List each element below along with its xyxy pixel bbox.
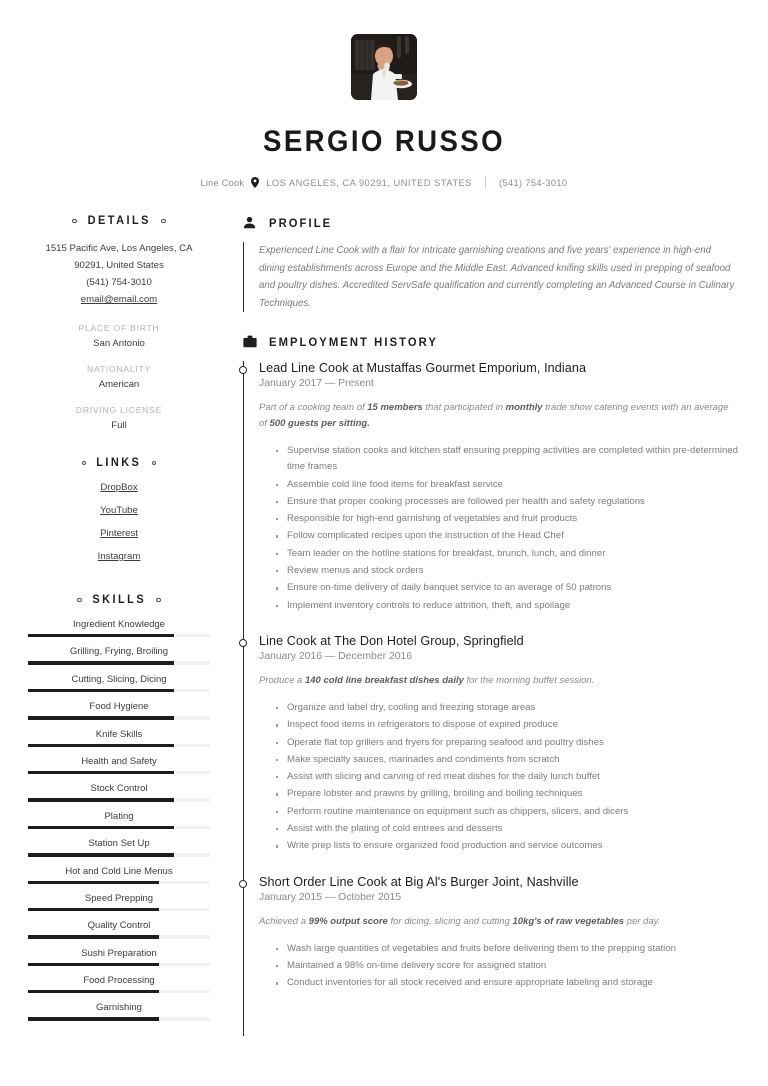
job-bullet: Review menus and stock orders — [276, 563, 738, 579]
job-bullet: Supervise station cooks and kitchen staff ensuring prepping activities are completed within pre-determined time frames — [276, 443, 738, 476]
job-summary: Part of a cooking team of 15 members that participated in monthly trade show catering events with an average of 500 guests per sitting. — [259, 402, 729, 429]
header-job-title: Line Cook — [200, 177, 245, 188]
job-bullet: Perform routine maintenance on equipment such as chippers, slicers, and dicers — [276, 804, 738, 820]
timeline-dot-icon — [239, 639, 247, 647]
main-content — [220, 215, 738, 1036]
job-title: Line Cook at The Don Hotel Group, Springfield — [259, 633, 524, 648]
link-item-instagram[interactable]: Instagram — [97, 551, 141, 562]
job-bullet: Assist with slicing and carving of red meat dishes for the daily lunch buffet — [276, 769, 738, 785]
person-icon — [242, 215, 257, 230]
job-bullet: Operate flat top grillers and fryers for preparing seafood and poultry dishes — [276, 735, 738, 751]
link-item-youtube[interactable]: YouTube — [100, 505, 138, 516]
skill-bar-fill — [28, 1017, 159, 1020]
skill-bar — [28, 1017, 210, 1020]
employment-heading-label: EMPLOYMENT HISTORY — [269, 334, 439, 349]
skill-bar — [28, 826, 210, 829]
skill-bar-fill — [28, 661, 174, 664]
skill-item — [28, 619, 210, 637]
skill-item — [28, 893, 210, 911]
employment-section-header — [242, 334, 738, 349]
circle-ornament-icon — [72, 219, 77, 224]
address-block — [28, 240, 210, 308]
skill-bar-fill — [28, 826, 174, 829]
job-title: Short Order Line Cook at Big Al's Burger Joint, Nashville — [259, 874, 579, 889]
job-bullet: Maintained a 98% on-time delivery score for assigned station — [276, 958, 738, 974]
avatar — [351, 34, 417, 100]
job-bullet-list — [259, 941, 738, 992]
circle-ornament-icon — [156, 598, 161, 603]
address-line-2: 90291, United States — [74, 260, 164, 271]
job-dates: January 2015 — October 2015 — [259, 891, 402, 903]
skill-item — [28, 920, 210, 938]
sidebar-phone: (541) 754-3010 — [86, 277, 152, 288]
skill-label: Garnishing — [96, 1002, 142, 1014]
field-label: DRIVING LICENSE — [75, 405, 163, 415]
job-bullet: Ensure that proper cooking processes are followed per health and safety regulations — [276, 494, 738, 510]
links-heading-label: LINKS — [96, 457, 142, 469]
job-bullet: Organize and label dry, cooling and freezing storage areas — [276, 700, 738, 716]
job-bullet: Ensure on-time delivery of daily banquet service to an average of 50 patrons — [276, 580, 738, 596]
skill-label: Sushi Preparation — [81, 947, 157, 959]
job-title: Lead Line Cook at Mustaffas Gourmet Emporium, Indiana — [259, 361, 587, 375]
skill-bar — [28, 881, 210, 884]
circle-ornament-icon — [161, 219, 166, 224]
spacer — [28, 574, 210, 594]
job-bullet: Assemble cold line food items for breakfast service — [276, 477, 738, 493]
skill-bar-fill — [28, 908, 159, 911]
job-dates: January 2016 — December 2016 — [259, 650, 413, 662]
profile-text: Experienced Line Cook with a flair for intricate garnishing creations and five years' experience in high-end dining establishments across Europe and the Middle East. Advanced knifing skills used in prepping of seafood and poultry dishes. Accredited ServSafe qualification and currently completing an Advanced Course in Culinary Techniques. — [259, 245, 735, 309]
job-bullet: Prepare lobster and prawns by grilling, broiling and boiling techniques — [276, 786, 738, 802]
skill-bar-fill — [28, 634, 174, 637]
skill-bar — [28, 771, 210, 774]
skill-label: Grilling, Frying, Broiling — [69, 646, 169, 658]
skill-bar-fill — [28, 771, 174, 774]
profile-body — [243, 242, 738, 312]
skill-bar — [28, 963, 210, 966]
skill-label: Speed Prepping — [84, 892, 154, 904]
job-bullet: Conduct inventories for all stock received and ensure appropriate labeling and storage — [276, 975, 738, 991]
links-list — [28, 482, 210, 562]
circle-ornament-icon — [82, 461, 87, 466]
job-bullet: Assist with the plating of cold entrees and desserts — [276, 821, 738, 837]
skill-label: Plating — [104, 810, 134, 822]
job-summary: Achieved a 99% output score for dicing, slicing and cutting 10kg's of raw vegetables per day. — [259, 915, 661, 927]
skill-bar-fill — [28, 744, 174, 747]
skill-item — [28, 783, 210, 801]
timeline-dot-icon — [239, 880, 247, 888]
skills-heading-label: SKILLS — [92, 594, 146, 606]
employment-entry — [243, 634, 738, 875]
skill-bar — [28, 716, 210, 719]
contact-line — [0, 176, 768, 189]
job-bullet: Make specialty sauces, marinades and condiments from scratch — [276, 752, 738, 768]
skill-item — [28, 1002, 210, 1020]
sidebar — [28, 215, 220, 1036]
spacer — [242, 312, 738, 334]
job-bullet: Responsible for high-end garnishing of vegetables and fruit products — [276, 511, 738, 527]
skill-bar — [28, 853, 210, 856]
skill-label: Station Set Up — [88, 838, 150, 850]
skill-bar-fill — [28, 689, 174, 692]
field-place-of-birth — [28, 323, 210, 349]
employment-list — [243, 361, 738, 1036]
skill-label: Food Processing — [83, 975, 155, 987]
job-bullet: Inspect food items in refrigerators to dispose of expired produce — [276, 717, 738, 733]
skill-bar — [28, 634, 210, 637]
profile-section-header — [242, 215, 738, 230]
skill-label: Health and Safety — [81, 755, 157, 767]
skill-label: Stock Control — [90, 783, 148, 795]
address-line-1: 1515 Pacific Ave, Los Angeles, CA — [45, 243, 193, 254]
skill-label: Quality Control — [87, 920, 151, 932]
email-link[interactable]: email@email.com — [80, 294, 158, 305]
skill-label: Hot and Cold Line Menus — [65, 865, 173, 877]
page-title: SERGIO RUSSO — [263, 125, 505, 158]
field-driving-license — [28, 405, 210, 431]
employment-entry — [243, 875, 738, 1036]
location-pin-icon — [251, 177, 259, 188]
skills-heading — [28, 594, 210, 606]
field-label: NATIONALITY — [87, 364, 151, 374]
skill-bar — [28, 689, 210, 692]
skill-item — [28, 975, 210, 993]
skill-bar-fill — [28, 853, 174, 856]
skill-item — [28, 866, 210, 884]
header-phone: (541) 754-3010 — [498, 177, 568, 188]
job-summary: Produce a 140 cold line breakfast dishes daily for the morning buffet session. — [259, 674, 595, 686]
skill-label: Cutting, Slicing, Dicing — [71, 673, 167, 685]
link-item-dropbox[interactable]: DropBox — [100, 482, 138, 493]
employment-entry — [243, 361, 738, 634]
job-bullet-list — [259, 443, 738, 614]
job-bullet-list — [259, 700, 738, 855]
contact-divider — [485, 176, 486, 189]
skill-bar-fill — [28, 881, 159, 884]
circle-ornament-icon — [152, 461, 157, 466]
profile-heading-label: PROFILE — [269, 215, 333, 230]
skill-bar-fill — [28, 990, 159, 993]
skill-bar — [28, 798, 210, 801]
skill-bar — [28, 990, 210, 993]
skills-list — [28, 619, 210, 1021]
skill-item — [28, 701, 210, 719]
skill-bar — [28, 661, 210, 664]
skill-bar-fill — [28, 935, 159, 938]
field-value: American — [98, 379, 140, 390]
header-location: LOS ANGELES, CA 90291, UNITED STATES — [266, 177, 472, 188]
skill-label: Ingredient Knowledge — [73, 619, 165, 630]
skill-bar-fill — [28, 716, 174, 719]
skill-bar — [28, 935, 210, 938]
field-label: PLACE OF BIRTH — [78, 323, 160, 333]
job-bullet: Follow complicated recipes upon the instruction of the Head Chef — [276, 528, 738, 544]
skill-bar — [28, 744, 210, 747]
details-heading-label: DETAILS — [87, 215, 151, 227]
skill-label: Knife Skills — [95, 728, 143, 740]
field-value: Full — [111, 420, 127, 431]
job-dates: January 2017 — Present — [259, 378, 374, 389]
skill-item — [28, 948, 210, 966]
link-item-pinterest[interactable]: Pinterest — [100, 528, 138, 539]
job-bullet: Implement inventory controls to reduce attrition, theft, and spoilage — [276, 598, 738, 614]
resume-body — [0, 215, 768, 1036]
skill-item — [28, 729, 210, 747]
skill-bar-fill — [28, 798, 174, 801]
briefcase-icon — [242, 334, 257, 349]
job-bullet: Team leader on the hotline stations for breakfast, brunch, lunch, and dinner — [276, 546, 738, 562]
skill-item — [28, 756, 210, 774]
skill-bar-fill — [28, 963, 159, 966]
skill-item — [28, 838, 210, 856]
spacer — [28, 431, 210, 457]
links-heading — [28, 457, 210, 469]
job-bullet: Wash large quantities of vegetables and fruits before delivering them to the prepping station — [276, 941, 738, 957]
field-nationality — [28, 364, 210, 390]
field-value: San Antonio — [93, 338, 145, 349]
skill-item — [28, 646, 210, 664]
resume-header — [0, 0, 768, 189]
skill-item — [28, 811, 210, 829]
skill-item — [28, 674, 210, 692]
details-heading — [28, 215, 210, 227]
circle-ornament-icon — [77, 598, 82, 603]
skill-bar — [28, 908, 210, 911]
timeline-dot-icon — [239, 366, 247, 374]
skill-label: Food Hygiene — [89, 701, 149, 713]
job-bullet: Write prep lists to ensure organized food production and service outcomes — [276, 838, 738, 854]
